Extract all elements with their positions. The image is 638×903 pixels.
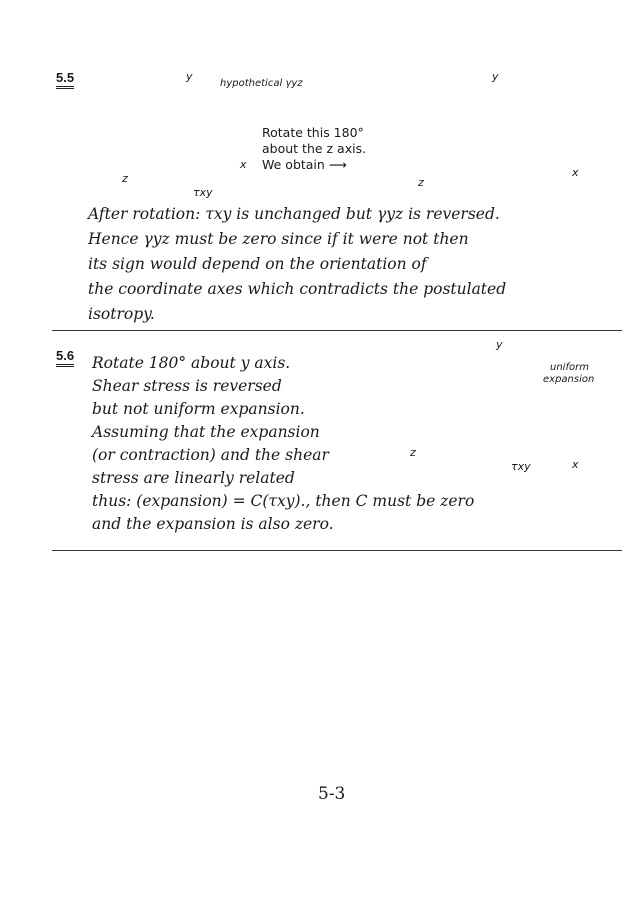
page-number: 5-3 <box>318 784 346 804</box>
body-line-4: the coordinate axes which contradicts the postulated <box>88 280 507 298</box>
body-56-line-4: Assuming that the expansion <box>92 423 320 441</box>
axis-label-x: x <box>240 158 247 171</box>
body-line-3: its sign would depend on the orientation of <box>88 255 427 273</box>
axis-label-y-56: y <box>496 338 503 351</box>
annotation-txy: τxy <box>193 186 213 199</box>
section-divider-bottom <box>52 550 622 551</box>
section-5-5-body <box>88 202 506 327</box>
axis-label-z-56: z <box>410 446 416 459</box>
body-56-line-3: but not uniform expansion. <box>92 400 305 418</box>
body-line-2: Hence γyz must be zero since if it were not then <box>88 230 469 248</box>
body-56-line-1: Rotate 180° about y axis. <box>92 354 291 372</box>
rotate-line-2: about the z axis. <box>262 141 367 156</box>
body-56-line-8: and the expansion is also zero. <box>92 515 334 533</box>
rotate-line-3: We obtain ⟶ <box>262 157 347 172</box>
annotation-uniform: uniform <box>550 362 589 373</box>
section-5-6-body <box>92 352 474 536</box>
section-divider <box>52 330 622 331</box>
annotation-expansion: expansion <box>543 374 595 385</box>
axis-label-y-right: y <box>492 70 499 83</box>
axis-label-z-right: z <box>418 176 424 189</box>
body-56-line-7: thus: (expansion) = C(τxy)., then C must be zero <box>92 492 475 510</box>
axis-label-z: z <box>122 172 128 185</box>
rotate-instructions <box>262 125 366 173</box>
body-56-line-5: (or contraction) and the shear <box>92 446 329 464</box>
body-56-line-6: stress are linearly related <box>92 469 295 487</box>
annotation-hypothetical: hypothetical γyz <box>220 78 303 89</box>
body-56-line-2: Shear stress is reversed <box>92 377 282 395</box>
section-number-5-6: 5.6 <box>56 348 74 363</box>
axis-label-y: y <box>186 70 193 83</box>
axis-label-x-56: x <box>572 458 579 471</box>
section-number-5-5: 5.5 <box>56 70 74 85</box>
annotation-txy-56: τxy <box>511 460 531 473</box>
axis-label-x-right: x <box>572 166 579 179</box>
body-line-1: After rotation: τxy is unchanged but γyz is reversed. <box>88 205 500 223</box>
rotate-line-1: Rotate this 180° <box>262 125 364 140</box>
body-line-5: isotropy. <box>88 305 155 323</box>
